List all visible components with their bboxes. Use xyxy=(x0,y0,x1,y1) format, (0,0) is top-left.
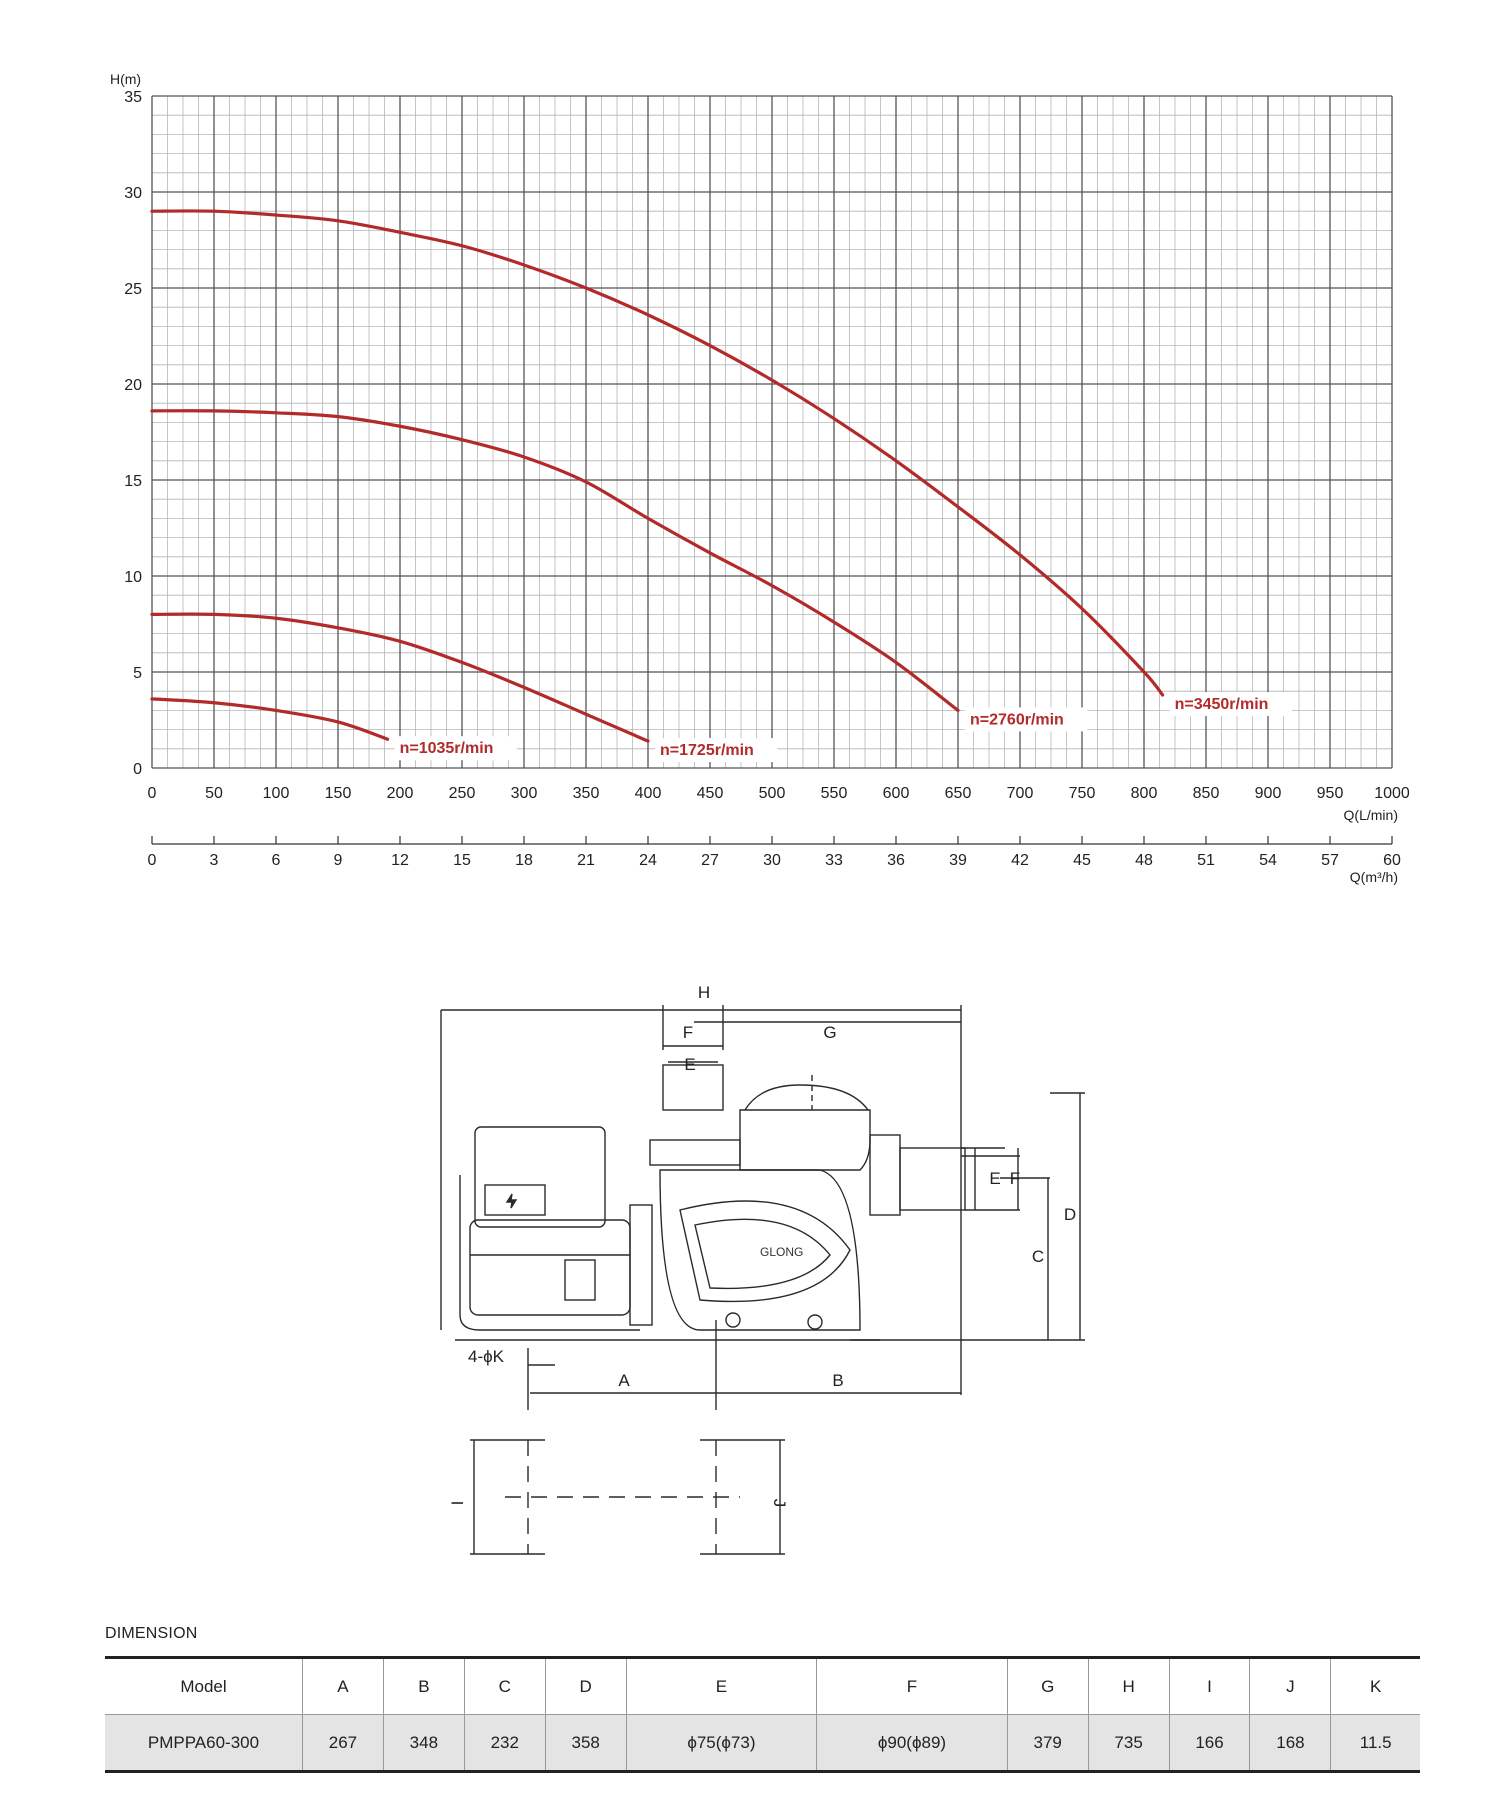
table-header-cell: J xyxy=(1250,1658,1331,1715)
table-header-cell: Model xyxy=(180,1676,227,1696)
x-axis-title: Q(L/min) xyxy=(1343,807,1398,823)
dimension-letter: B xyxy=(832,1371,844,1390)
x2-tick-label: 30 xyxy=(763,852,781,869)
y-axis-title: H(m) xyxy=(110,71,142,87)
dimension-letter: F xyxy=(682,1023,694,1042)
table-cell: 348 xyxy=(383,1715,464,1772)
x-tick-label: 50 xyxy=(205,785,223,802)
curve-label: n=1035r/min xyxy=(399,740,494,758)
x-tick-label: 750 xyxy=(1068,785,1096,802)
x2-tick-label: 51 xyxy=(1197,852,1215,869)
dimension-letter: A xyxy=(618,1371,630,1390)
y-tick-label: 0 xyxy=(133,761,142,778)
y-tick-label: 35 xyxy=(124,89,142,106)
x-tick-label: 250 xyxy=(448,785,476,802)
table-cell: 379 xyxy=(1007,1715,1088,1772)
x-tick-label: 0 xyxy=(147,785,157,802)
y-tick-label: 10 xyxy=(124,569,142,586)
table-cell: 168 xyxy=(1250,1715,1331,1772)
x2-tick-label: 45 xyxy=(1073,852,1091,869)
dimension-lines xyxy=(441,1005,1085,1410)
x-tick-label: 850 xyxy=(1192,785,1220,802)
x2-tick-label: 18 xyxy=(515,852,533,869)
table-header-cell: F xyxy=(817,1658,1008,1715)
dimension-letter: C xyxy=(1031,1247,1045,1266)
table-header-cell: K xyxy=(1331,1658,1420,1715)
x2-tick-label: 54 xyxy=(1259,852,1277,869)
motor-body xyxy=(460,1127,652,1330)
pump-logo-text: GLONG xyxy=(760,1245,804,1259)
x2-tick-label: 21 xyxy=(577,852,595,869)
y-tick-label: 15 xyxy=(124,473,142,490)
y-tick-label: 20 xyxy=(124,377,142,394)
curve-label: n=3450r/min xyxy=(1174,696,1269,714)
dimension-letter: H xyxy=(697,983,711,1002)
x-tick-label: 350 xyxy=(572,785,600,802)
table-header-cell: E xyxy=(626,1658,817,1715)
x2-tick-label: 57 xyxy=(1321,852,1339,869)
dimension-letter: J xyxy=(770,1498,789,1508)
x-tick-label: 900 xyxy=(1254,785,1282,802)
x-tick-label: 100 xyxy=(262,785,290,802)
dimension-letter: 4-ϕK xyxy=(468,1347,504,1366)
x2-tick-label: 36 xyxy=(887,852,905,869)
x-tick-label: 1000 xyxy=(1374,785,1410,802)
table-row xyxy=(105,1715,1420,1772)
pump-housing xyxy=(650,1065,965,1330)
dimension-letter: E xyxy=(684,1055,696,1074)
x2-tick-label: 6 xyxy=(271,852,281,869)
y-tick-label: 5 xyxy=(133,665,142,682)
x-tick-label: 650 xyxy=(944,785,972,802)
table-header-cell: B xyxy=(383,1658,464,1715)
x2-tick-label: 24 xyxy=(639,852,657,869)
x2-tick-label: 12 xyxy=(391,852,409,869)
x-tick-label: 300 xyxy=(510,785,538,802)
x-tick-label: 550 xyxy=(820,785,848,802)
base-feet xyxy=(455,1313,880,1340)
x-tick-label: 800 xyxy=(1130,785,1158,802)
y-tick-label: 30 xyxy=(124,185,142,202)
x-tick-label: 400 xyxy=(634,785,662,802)
table-header-cell: H xyxy=(1088,1658,1169,1715)
curve-label: n=2760r/min xyxy=(970,711,1064,729)
dimension-letter: F xyxy=(1009,1169,1021,1188)
table-header-cell: I xyxy=(1169,1658,1250,1715)
x-tick-label: 450 xyxy=(696,785,724,802)
table-cell: ϕ75(ϕ73) xyxy=(626,1715,817,1772)
dimension-letter: G xyxy=(823,1023,837,1042)
table-cell: 735 xyxy=(1088,1715,1169,1772)
table-cell: 267 xyxy=(303,1715,384,1772)
x-tick-label: 700 xyxy=(1006,785,1034,802)
x2-tick-label: 9 xyxy=(333,852,343,869)
base-footprint xyxy=(470,1440,785,1554)
x2-tick-label: 33 xyxy=(825,852,843,869)
x2-tick-label: 3 xyxy=(209,852,219,869)
curve-label: n=1725r/min xyxy=(660,742,754,760)
dimension-table-title: DIMENSION xyxy=(105,1625,198,1642)
table-cell: 11.5 xyxy=(1331,1715,1420,1772)
x-tick-label: 950 xyxy=(1316,785,1344,802)
x2-axis-title: Q(m³/h) xyxy=(1349,869,1398,885)
y-tick-label: 25 xyxy=(124,281,142,298)
x2-tick-label: 60 xyxy=(1383,852,1401,869)
x2-tick-label: 39 xyxy=(949,852,967,869)
x-tick-label: 150 xyxy=(324,785,352,802)
x2-tick-label: 15 xyxy=(453,852,471,869)
table-header-cell: A xyxy=(303,1658,384,1715)
x2-tick-label: 27 xyxy=(701,852,719,869)
x2-tick-label: 42 xyxy=(1011,852,1029,869)
dimension-table xyxy=(105,1656,1420,1773)
table-cell: 232 xyxy=(464,1715,545,1772)
table-header-cell: C xyxy=(464,1658,545,1715)
table-cell: 166 xyxy=(1169,1715,1250,1772)
table-header-cell: D xyxy=(545,1658,626,1715)
table-cell: PMPPA60-300 xyxy=(147,1732,260,1752)
x2-tick-label: 0 xyxy=(147,852,157,869)
dimension-table-header-row xyxy=(105,1658,1420,1715)
x-tick-label: 600 xyxy=(882,785,910,802)
x-tick-label: 500 xyxy=(758,785,786,802)
x-tick-label: 200 xyxy=(386,785,414,802)
table-cell: ϕ90(ϕ89) xyxy=(817,1715,1008,1772)
x2-tick-label: 48 xyxy=(1135,852,1153,869)
dimension-letter: D xyxy=(1063,1205,1077,1224)
table-header-cell: G xyxy=(1007,1658,1088,1715)
dimension-letter: E xyxy=(989,1169,1001,1188)
table-cell: 358 xyxy=(545,1715,626,1772)
dimension-letter: I xyxy=(448,1500,467,1506)
